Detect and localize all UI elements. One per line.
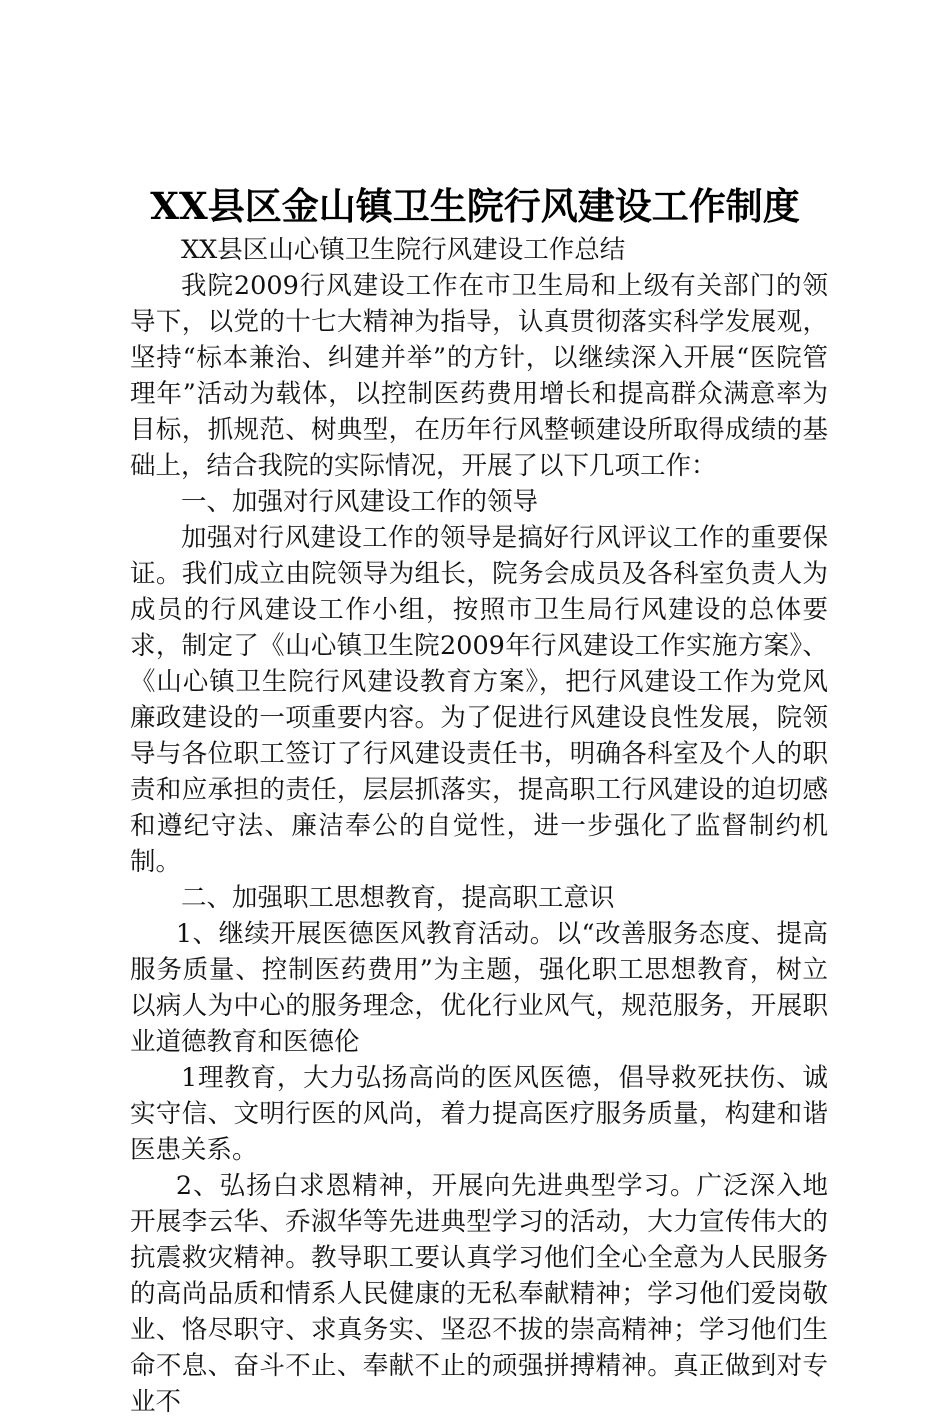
section-heading-1: 一、加强对行风建设工作的领导	[181, 487, 539, 517]
document-body	[130, 232, 828, 1420]
document-title: XX县区金山镇卫生院行风建设工作制度	[150, 184, 800, 228]
section-heading-2: 二、加强职工思想教育，提高职工意识	[181, 883, 615, 913]
section-1-paragraph: 加强对行风建设工作的领导是搞好行风评议工作的重要保证。我们成立由院领导为组长，院务会成员及各科室负责人为成员的行风建设工作小组，按照市卫生局行风建设的总体要求，制定了《山心镇卫生院2009年行风建设工作实施方案》、《山心镇卫生院行风建设教育方案》，把行风建设工作为党风廉政建设的一项重要内容。为了促进行风建设良性发展，院领导与各位职工签订了行风建设责任书，明确各科室及个人的职责和应承担的责任，层层抓落实，提高职工行风建设的迫切感和遵纪守法、廉洁奉公的自觉性，进一步强化了监督制约机制。	[130, 523, 828, 877]
item-1-continuation: 1理教育，大力弘扬高尚的医风医德，倡导救死扶伤、诚实守信、文明行医的风尚，着力提高医疗服务质量，构建和谐医患关系。	[130, 1063, 828, 1165]
item-2-paragraph: 2、弘扬白求恩精神，开展向先进典型学习。广泛深入地开展李云华、乔淑华等先进典型学习的活动，大力宣传伟大的抗震救灾精神。教导职工要认真学习他们全心全意为人民服务的高尚品质和情系人民健康的无私奉献精神；学习他们爱岗敬业、恪尽职守、求真务实、坚忍不拔的崇高精神；学习他们生命不息、奋斗不止、奉献不止的顽强拼搏精神。真正做到对专业不	[130, 1171, 828, 1417]
summary-heading: XX县区山心镇卫生院行风建设工作总结	[181, 235, 626, 265]
intro-paragraph: 我院2009行风建设工作在市卫生局和上级有关部门的领导下，以党的十七大精神为指导，认真贯彻落实科学发展观，坚持“标本兼治、纠建并举”的方针，以继续深入开展“医院管理年”活动为载体，以控制医药费用增长和提高群众满意率为目标，抓规范、树典型，在历年行风整顿建设所取得成绩的基础上，结合我院的实际情况，开展了以下几项工作：	[130, 271, 828, 481]
item-1-paragraph: 1、继续开展医德医风教育活动。以“改善服务态度、提高服务质量、控制医药费用”为主题，强化职工思想教育，树立以病人为中心的服务理念，优化行业风气，规范服务，开展职业道德教育和医德伦	[130, 919, 828, 1057]
